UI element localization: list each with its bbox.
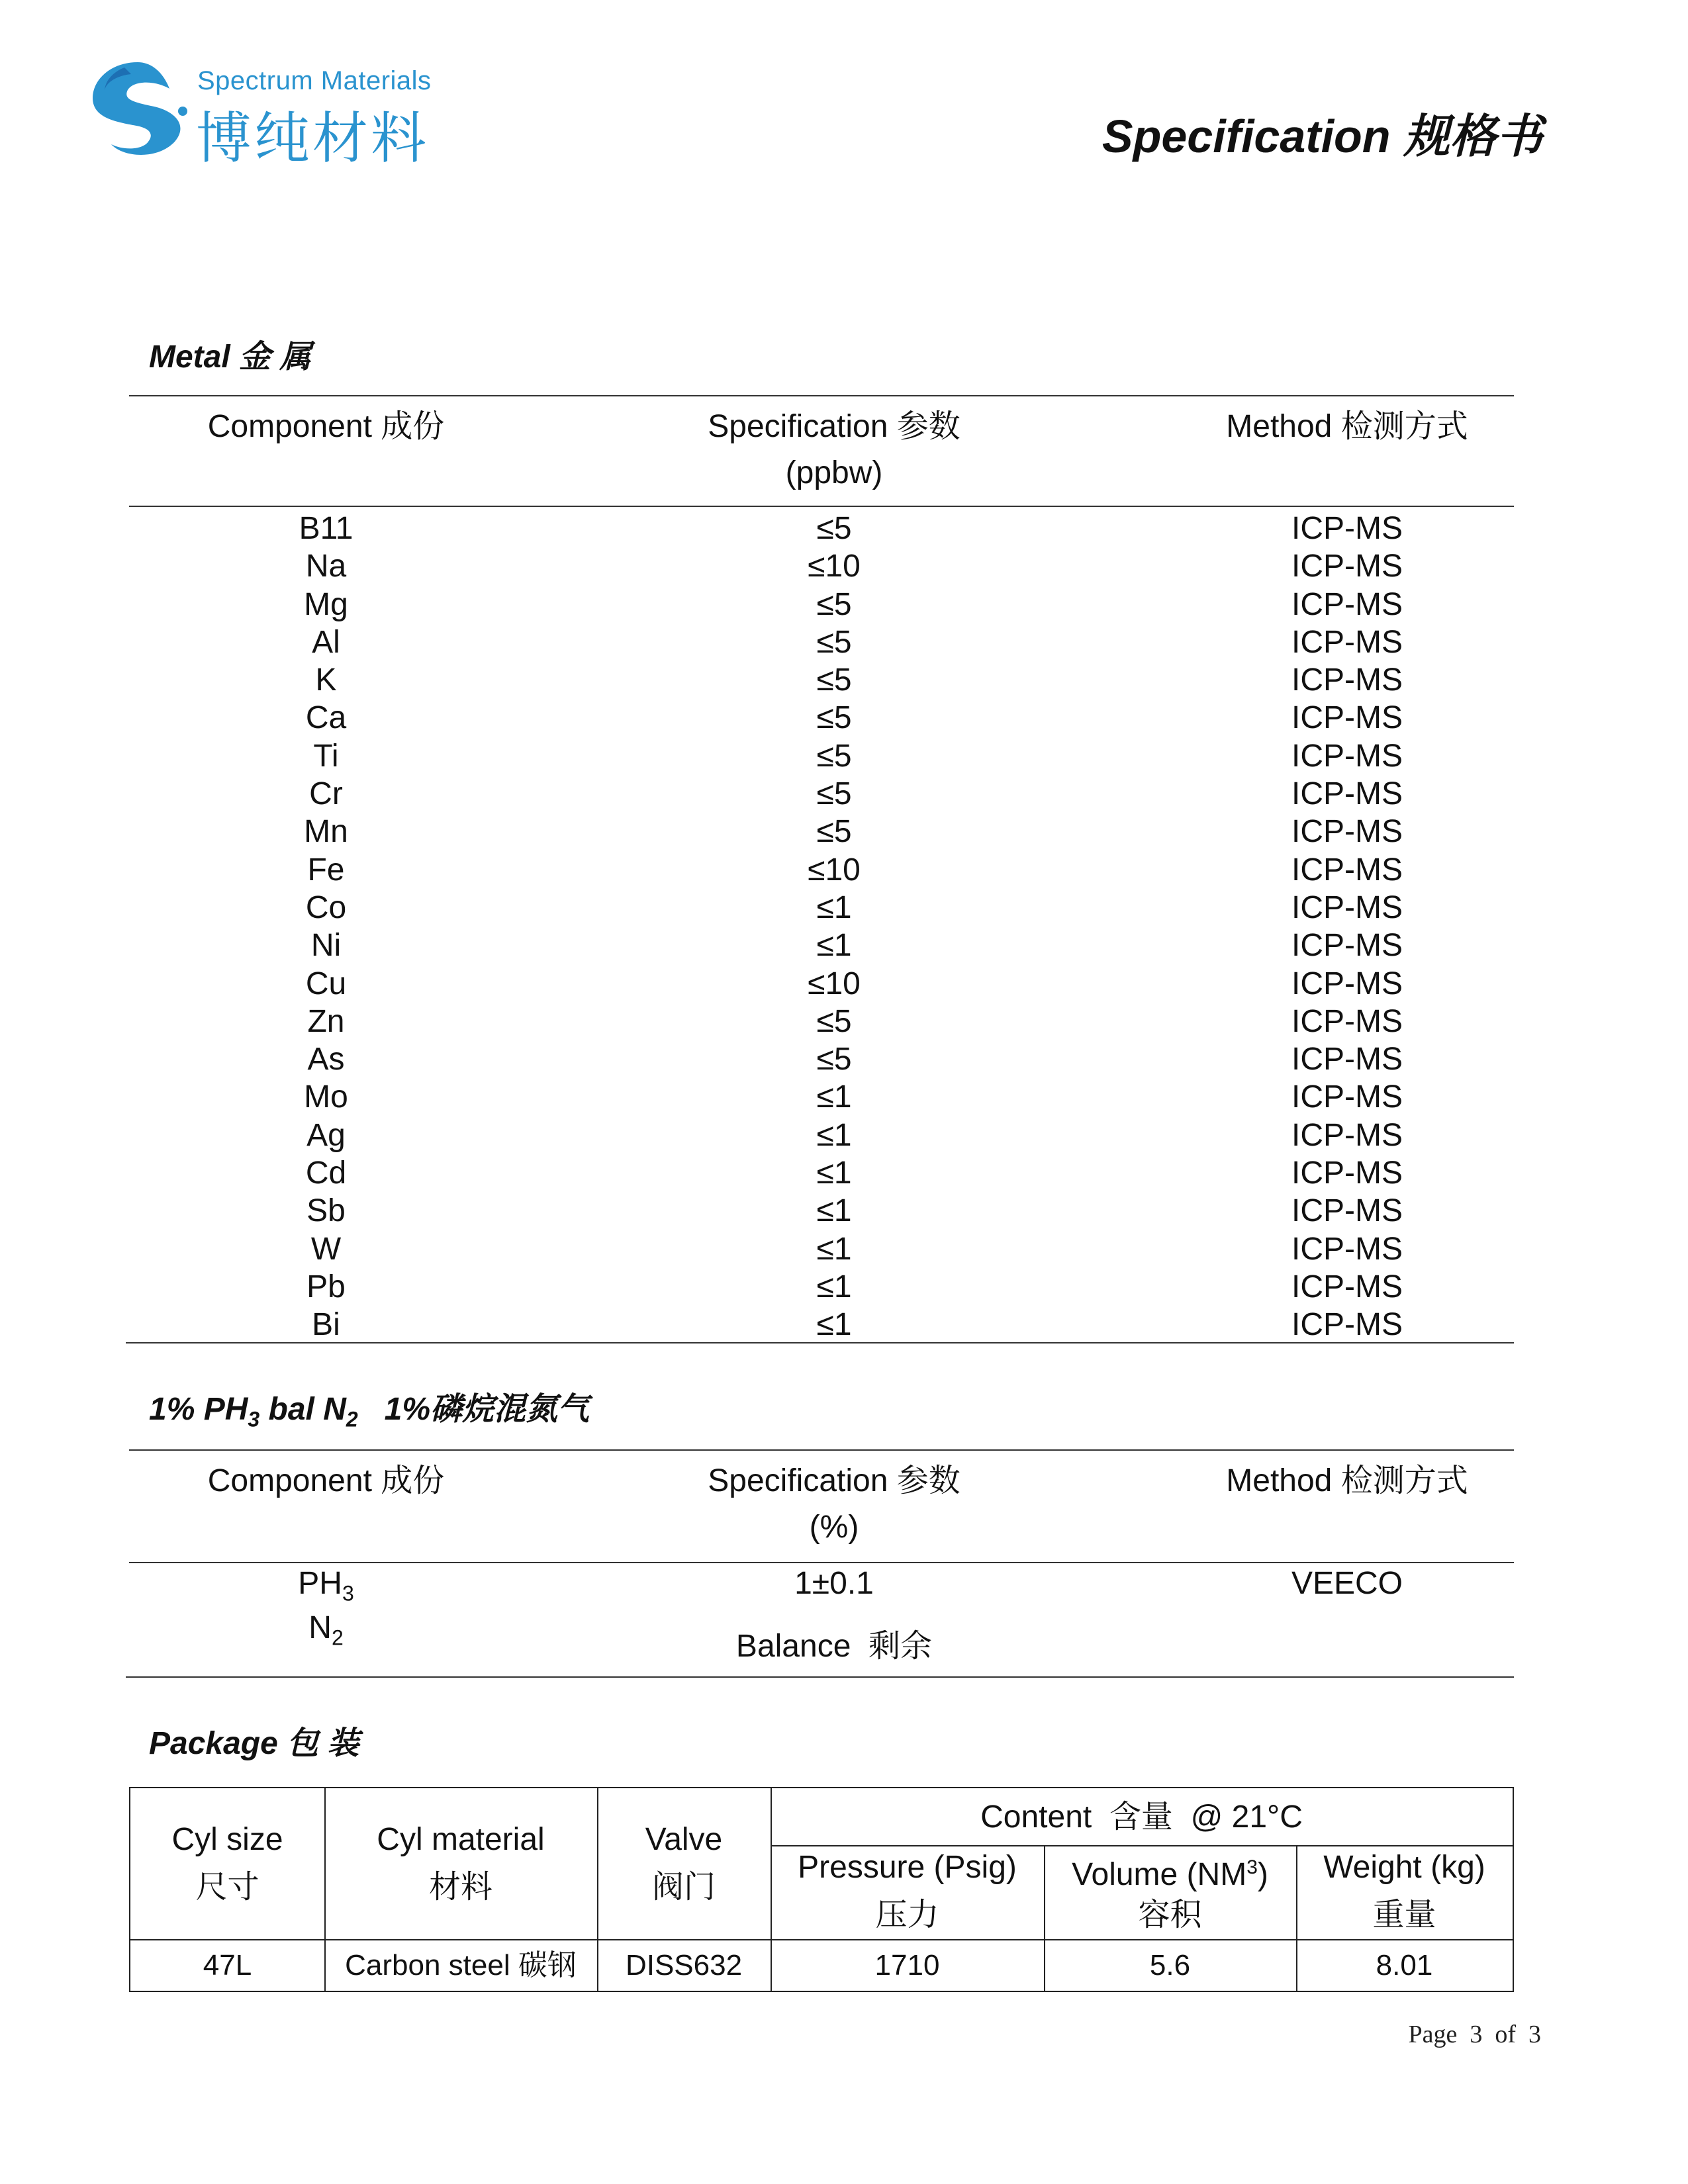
metal-row-method: ICP-MS bbox=[1291, 1042, 1403, 1077]
metal-table-top-rule bbox=[129, 395, 1514, 396]
metal-table-header-rule bbox=[129, 506, 1514, 507]
metal-row-spec: ≤10 bbox=[808, 966, 861, 1001]
table-row bbox=[0, 775, 1688, 813]
mixture-row-ph3-method: VEECO bbox=[1291, 1566, 1403, 1601]
table-row bbox=[0, 927, 1688, 964]
metal-row-component: Ni bbox=[310, 928, 342, 964]
metal-row-component: Cr bbox=[309, 776, 343, 812]
company-logo bbox=[85, 57, 432, 169]
package-cell-cyl-material: Carbon steel 碳钢 bbox=[345, 1949, 577, 1981]
metal-row-component: Co bbox=[305, 889, 347, 925]
table-row bbox=[0, 1040, 1688, 1078]
metal-row-method: ICP-MS bbox=[1291, 776, 1403, 812]
metal-row-spec: ≤1 bbox=[816, 1231, 852, 1267]
package-header-cyl-material: Cyl material bbox=[377, 1822, 545, 1857]
package-header-volume bbox=[1044, 1844, 1296, 1899]
logo-english-name: Spectrum Materials bbox=[197, 66, 432, 95]
metal-row-spec: ≤1 bbox=[816, 1079, 852, 1115]
metal-row-component: Cu bbox=[305, 966, 347, 1001]
metal-row-component: W bbox=[310, 1231, 342, 1267]
table-row bbox=[0, 1154, 1688, 1192]
table-row bbox=[0, 661, 1688, 699]
package-header-weight: Weight (kg) bbox=[1323, 1850, 1485, 1885]
metal-row-method: ICP-MS bbox=[1291, 1117, 1403, 1153]
metal-row-spec: ≤5 bbox=[816, 662, 852, 698]
metal-row-method: ICP-MS bbox=[1291, 1079, 1403, 1115]
package-header-weight-cn: 重量 bbox=[1372, 1897, 1436, 1933]
metal-row-spec: ≤1 bbox=[816, 889, 852, 925]
metal-row-component: Na bbox=[305, 549, 347, 584]
metal-row-spec: ≤5 bbox=[816, 586, 852, 622]
page-number: Page 3 of 3 bbox=[1408, 2021, 1541, 2048]
metal-header-method: Method 检测方式 bbox=[1226, 409, 1468, 444]
metal-row-spec: ≤5 bbox=[816, 1003, 852, 1039]
mixture-header-spec-unit: (%) bbox=[809, 1510, 859, 1545]
metal-row-method: ICP-MS bbox=[1291, 511, 1403, 546]
package-header-volume-sup: 3 bbox=[1246, 1856, 1258, 1878]
metal-row-spec: ≤5 bbox=[816, 776, 852, 812]
mixture-row-ph3-spec: 1±0.1 bbox=[794, 1566, 874, 1601]
package-header-cyl-size: Cyl size bbox=[171, 1822, 283, 1857]
metal-row-method: ICP-MS bbox=[1291, 586, 1403, 622]
mixture-header-component: Component 成份 bbox=[207, 1463, 445, 1498]
metal-row-spec: ≤5 bbox=[816, 624, 852, 660]
mixture-row-n2-spec: Balance 剩余 bbox=[735, 1629, 933, 1664]
table-row bbox=[0, 813, 1688, 850]
mixture-table-top-rule bbox=[129, 1449, 1514, 1451]
metal-row-component: Sb bbox=[306, 1193, 346, 1229]
metal-header-spec-unit: (ppbw) bbox=[785, 455, 883, 490]
package-header-pressure: Pressure (Psig) bbox=[798, 1850, 1017, 1885]
table-row bbox=[0, 1268, 1688, 1306]
metal-row-component: B11 bbox=[299, 511, 353, 546]
package-header-cyl-size-cn: 尺寸 bbox=[195, 1870, 259, 1905]
metal-row-component: Bi bbox=[312, 1307, 340, 1343]
metal-row-method: ICP-MS bbox=[1291, 1003, 1403, 1039]
package-cell-volume: 5.6 bbox=[1149, 1949, 1191, 1981]
package-header-volume-cn: 容积 bbox=[1138, 1897, 1202, 1933]
table-row bbox=[0, 586, 1688, 623]
mixture-title-sub-2: 2 bbox=[346, 1407, 358, 1432]
metal-row-component: K bbox=[315, 662, 337, 698]
metal-row-method: ICP-MS bbox=[1291, 928, 1403, 964]
package-header-volume-close: ) bbox=[1257, 1857, 1268, 1892]
table-row bbox=[0, 1003, 1688, 1040]
metal-row-method: ICP-MS bbox=[1291, 814, 1403, 850]
package-header-cyl-material-cn: 材料 bbox=[428, 1870, 492, 1905]
metal-row-component: Ag bbox=[306, 1117, 346, 1153]
metal-header-component: Component 成份 bbox=[207, 409, 445, 444]
logo-chinese-name: 博纯材料 bbox=[196, 107, 430, 169]
metal-row-component: Cd bbox=[305, 1156, 347, 1191]
metal-row-spec: ≤1 bbox=[816, 1193, 852, 1229]
metal-row-component: Fe bbox=[307, 852, 345, 887]
mixture-header-specification: Specification 参数 bbox=[708, 1463, 961, 1498]
metal-row-spec: ≤10 bbox=[808, 549, 861, 584]
metal-row-spec: ≤5 bbox=[816, 700, 852, 736]
metal-row-spec: ≤5 bbox=[816, 738, 852, 774]
mixture-row-ph3-component bbox=[132, 1565, 520, 1606]
metal-row-component: Mo bbox=[304, 1079, 348, 1115]
package-cell-cyl-size: 47L bbox=[203, 1949, 252, 1981]
metal-section-title: Metal 金 属 bbox=[149, 340, 312, 375]
mixture-row-n2-component bbox=[132, 1610, 520, 1651]
metal-row-method: ICP-MS bbox=[1291, 549, 1403, 584]
package-header-volume-text: Volume (NM bbox=[1072, 1857, 1247, 1892]
metal-row-spec: ≤1 bbox=[816, 1307, 852, 1343]
metal-row-component: Al bbox=[312, 624, 340, 660]
table-row bbox=[0, 889, 1688, 927]
mixture-title-sub-3: 3 bbox=[248, 1407, 260, 1432]
package-header-content: Content 含量 @ 21°C bbox=[980, 1799, 1303, 1835]
metal-row-method: ICP-MS bbox=[1291, 1307, 1403, 1343]
mixture-header-method: Method 检测方式 bbox=[1226, 1463, 1468, 1498]
mixture-title-part-a: 1% PH bbox=[149, 1392, 248, 1427]
spectrum-logo-icon bbox=[85, 57, 191, 163]
metal-row-spec: ≤1 bbox=[816, 1156, 852, 1191]
metal-row-spec: ≤1 bbox=[816, 1269, 852, 1304]
metal-row-spec: ≤5 bbox=[816, 1042, 852, 1077]
mixture-title-part-b: bal N bbox=[259, 1392, 346, 1427]
mixture-row-ph3-formula: PH bbox=[298, 1566, 342, 1601]
package-header-valve: Valve bbox=[645, 1822, 723, 1857]
metal-row-component: Mg bbox=[304, 586, 348, 622]
metal-row-method: ICP-MS bbox=[1291, 852, 1403, 887]
package-header-valve-cn: 阀门 bbox=[651, 1870, 716, 1905]
package-header-pressure-cn: 压力 bbox=[875, 1897, 939, 1933]
metal-row-spec: ≤5 bbox=[816, 814, 852, 850]
metal-row-method: ICP-MS bbox=[1291, 1269, 1403, 1304]
mixture-row-ph3-sub: 3 bbox=[342, 1581, 354, 1606]
metal-row-method: ICP-MS bbox=[1291, 889, 1403, 925]
metal-table-body bbox=[0, 510, 1688, 1344]
mixture-table-bottom-rule bbox=[126, 1676, 1514, 1678]
metal-row-method: ICP-MS bbox=[1291, 1193, 1403, 1229]
metal-row-spec: ≤1 bbox=[816, 928, 852, 964]
package-cell-valve: DISS632 bbox=[625, 1949, 743, 1981]
metal-row-method: ICP-MS bbox=[1291, 966, 1403, 1001]
table-row bbox=[0, 623, 1688, 661]
metal-row-method: ICP-MS bbox=[1291, 624, 1403, 660]
metal-header-specification: Specification 参数 bbox=[708, 409, 961, 444]
metal-row-method: ICP-MS bbox=[1291, 738, 1403, 774]
table-row bbox=[0, 1078, 1688, 1116]
metal-row-component: As bbox=[307, 1042, 345, 1077]
metal-row-method: ICP-MS bbox=[1291, 1156, 1403, 1191]
mixture-title-chinese: 1%磷烷混氮气 bbox=[357, 1392, 590, 1427]
mixture-table-header-rule bbox=[129, 1562, 1514, 1563]
package-table bbox=[129, 1787, 1514, 1992]
table-row bbox=[0, 1230, 1688, 1268]
metal-row-component: Mn bbox=[304, 814, 348, 850]
table-row bbox=[0, 851, 1688, 889]
mixture-section-title bbox=[149, 1383, 589, 1432]
metal-row-component: Zn bbox=[307, 1003, 345, 1039]
table-row bbox=[0, 510, 1688, 547]
mixture-row-n2-sub: 2 bbox=[331, 1625, 344, 1650]
metal-row-method: ICP-MS bbox=[1291, 1231, 1403, 1267]
table-row bbox=[0, 547, 1688, 585]
package-section-title: Package 包 装 bbox=[149, 1726, 359, 1761]
metal-row-component: Ca bbox=[305, 700, 347, 736]
table-row bbox=[0, 1306, 1688, 1343]
metal-row-spec: ≤1 bbox=[816, 1117, 852, 1153]
table-row bbox=[0, 737, 1688, 775]
metal-row-spec: ≤5 bbox=[816, 511, 852, 546]
table-row bbox=[0, 699, 1688, 737]
table-row bbox=[0, 1116, 1688, 1154]
metal-row-spec: ≤10 bbox=[808, 852, 861, 887]
metal-row-component: Pb bbox=[306, 1269, 346, 1304]
mixture-row-n2-formula: N bbox=[308, 1610, 332, 1645]
metal-row-method: ICP-MS bbox=[1291, 700, 1403, 736]
metal-row-method: ICP-MS bbox=[1291, 662, 1403, 698]
table-row bbox=[0, 1192, 1688, 1230]
document-title: Specification 规格书 bbox=[1102, 111, 1542, 162]
metal-row-component: Ti bbox=[313, 738, 339, 774]
package-cell-pressure: 1710 bbox=[874, 1949, 940, 1981]
metal-table-bottom-rule bbox=[126, 1342, 1514, 1343]
table-row bbox=[0, 965, 1688, 1003]
package-cell-weight: 8.01 bbox=[1376, 1949, 1433, 1981]
